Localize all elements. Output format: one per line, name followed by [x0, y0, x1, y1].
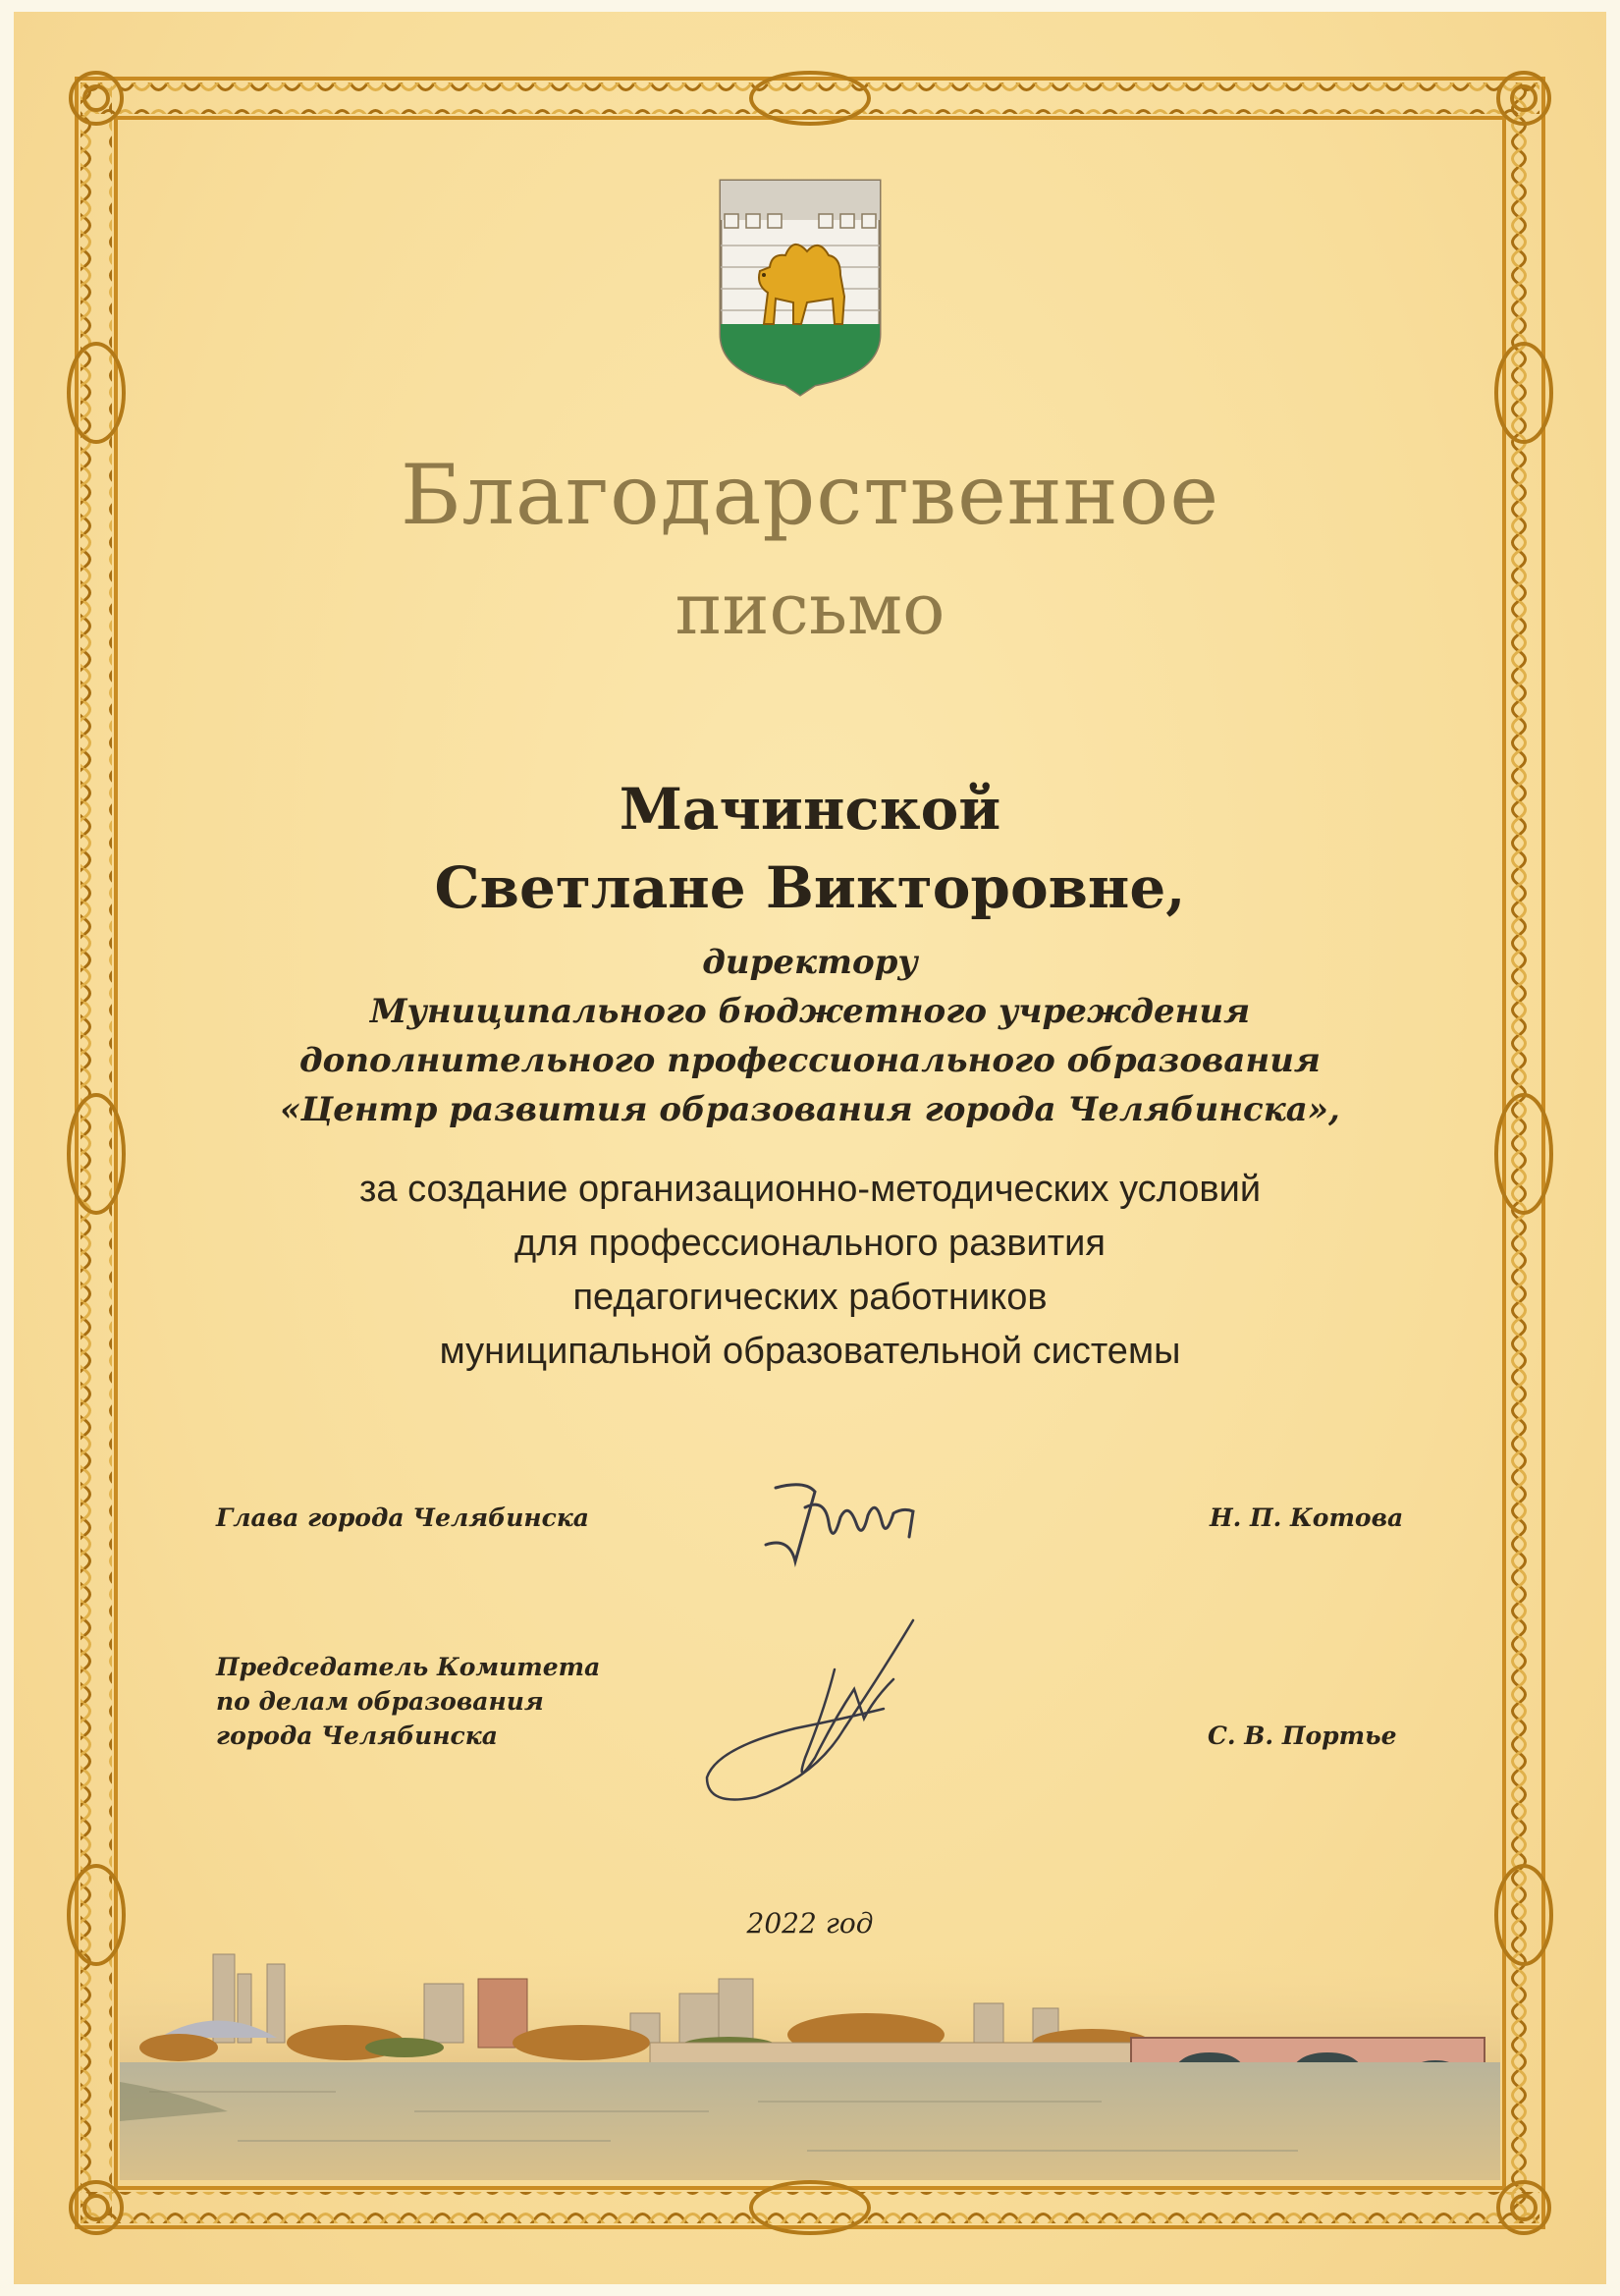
position-line: «Центр развития образования города Челябинска», — [280, 1090, 1340, 1129]
signatory-title: Председатель Комитета — [216, 1653, 601, 1681]
signatory-name: Н. П. Котова — [1210, 1503, 1404, 1532]
recipient-surname: Мачинской — [619, 776, 1001, 843]
position-line: директору — [702, 943, 918, 982]
issue-year: 2022 год — [746, 1907, 874, 1940]
reason-line: для профессионального развития — [514, 1223, 1106, 1264]
position-line: Муниципального бюджетного учреждения — [369, 992, 1251, 1031]
reason-line: педагогических работников — [572, 1277, 1048, 1318]
position-line: дополнительного профессионального образования — [299, 1041, 1321, 1080]
signatory-name: С. В. Портье — [1208, 1722, 1397, 1750]
signatory-title: Глава города Челябинска — [216, 1503, 589, 1532]
recipient-given-names: Светлане Викторовне, — [434, 854, 1186, 921]
certificate-title: Благодарственное — [400, 447, 1220, 543]
signatory-title: города Челябинска — [216, 1722, 498, 1750]
city-riverfront-bridge-illustration — [120, 1944, 1500, 2180]
reason-line: за создание организационно-методических условий — [358, 1169, 1262, 1210]
handwritten-signature — [746, 1468, 962, 1576]
certificate-subtitle: письмо — [675, 568, 945, 650]
reason-line: муниципальной образовательной системы — [439, 1331, 1181, 1372]
chelyabinsk-coat-of-arms-camel-icon — [717, 177, 884, 398]
handwritten-signature — [687, 1611, 962, 1827]
signatory-title: по делам образования — [216, 1687, 544, 1716]
